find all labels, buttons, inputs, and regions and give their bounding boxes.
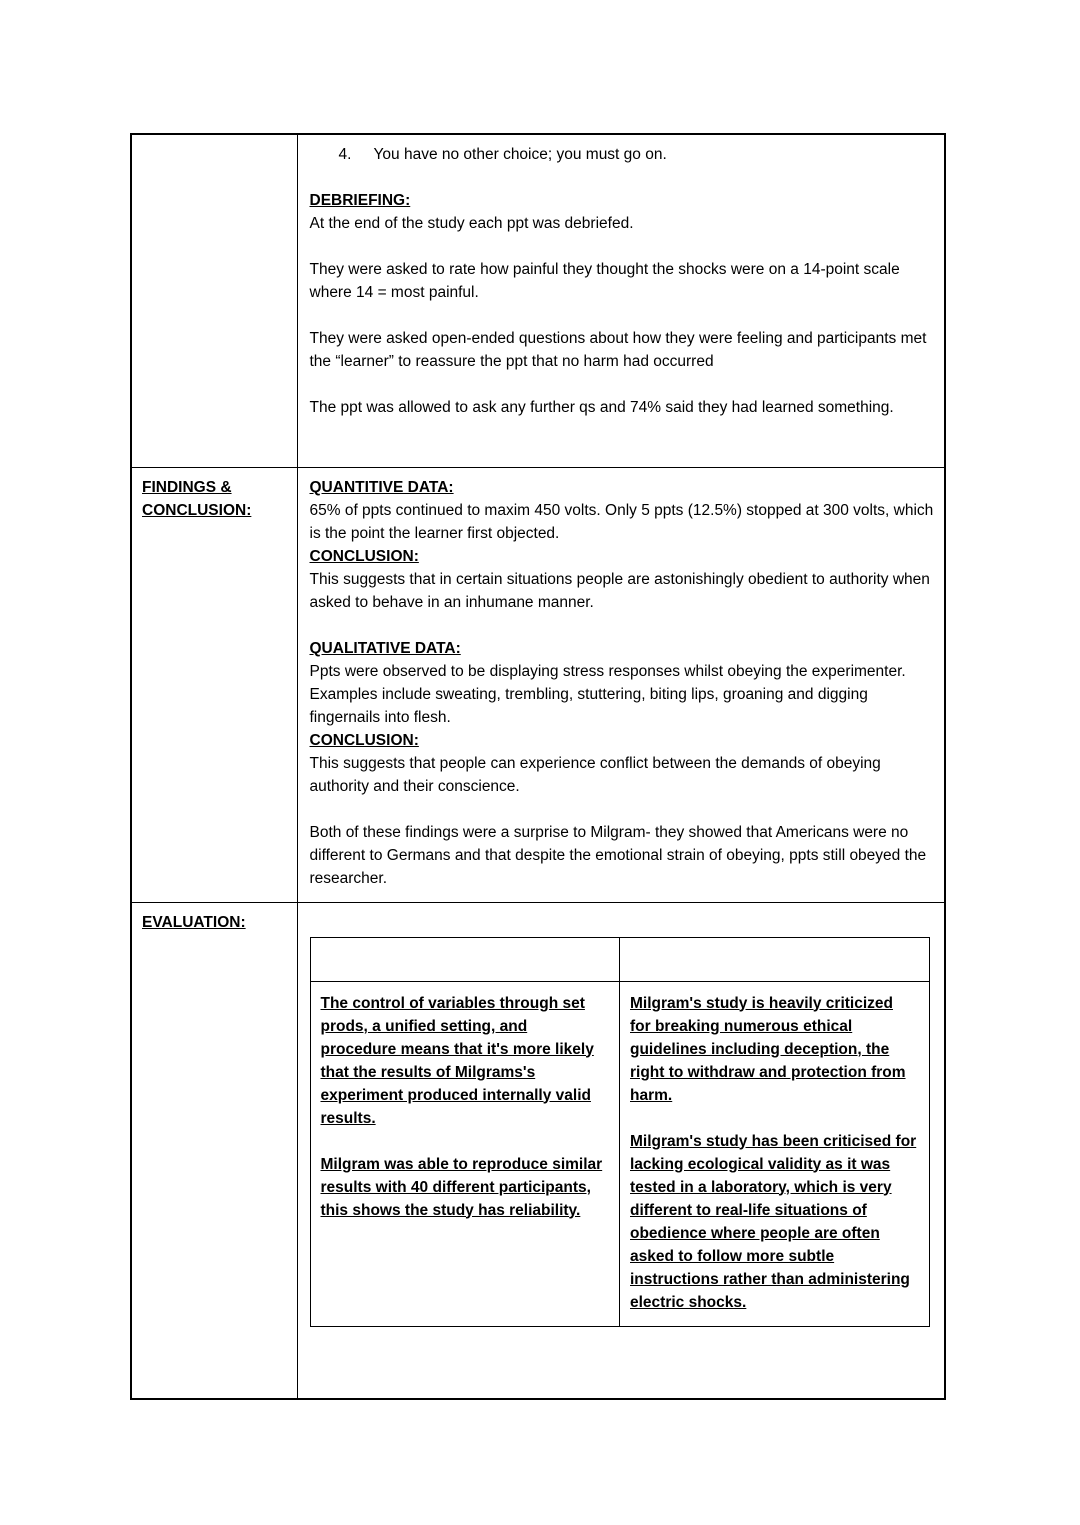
quantitative-data-text: 65% of ppts continued to maxim 450 volts. Only 5 ppts (12.5%) stopped at 300 volts, which is the point the learner first objected. [309, 501, 934, 542]
debriefing-heading: DEBRIEFING: [309, 192, 411, 209]
empty-label-cell [131, 134, 297, 467]
evaluation-content-cell [297, 902, 945, 1399]
evaluation-header-cell-left [310, 937, 620, 981]
qualitative-data-heading: QUALITATIVE DATA: [309, 639, 461, 657]
quantitative-data-heading: QUANTITIVE DATA: [309, 478, 454, 496]
numbered-list-item [310, 143, 935, 166]
strength-paragraph-2: Milgram was able to reproduce similar results with 40 different participants, this shows the study has reliability. [320, 1155, 603, 1219]
findings-label-cell [131, 467, 297, 902]
list-item-text: You have no other choice; you must go on. [373, 146, 667, 163]
weaknesses-cell [620, 981, 930, 1326]
debriefing-content-cell [297, 134, 945, 467]
list-item-number: 4. [338, 146, 352, 163]
debriefing-paragraph-1: At the end of the study each ppt was debriefed. [309, 215, 634, 232]
evaluation-table [310, 937, 930, 1327]
conclusion-1-heading: CONCLUSION: [309, 547, 419, 565]
findings-content-cell [297, 467, 945, 902]
study-notes-table [130, 133, 946, 1400]
debriefing-paragraph-3: They were asked open-ended questions about how they were feeling and participants met the “learner” to reassure the ppt that no harm had occurred [309, 330, 927, 370]
evaluation-header-row [310, 937, 929, 981]
findings-summary-text: Both of these findings were a surprise to Milgram- they showed that Americans were no different to Germans and that despite the emotional strain of obeying, ppts still obeyed the researcher. [309, 823, 927, 887]
table-row-evaluation [131, 902, 945, 1399]
strength-paragraph-1: The control of variables through set prods, a unified setting, and procedure means that it's more likely that the results of Milgrams's experiment produced internally valid results. [320, 994, 594, 1127]
conclusion-2-heading: CONCLUSION: [309, 731, 419, 749]
weakness-paragraph-1: Milgram's study is heavily criticized for breaking numerous ethical guidelines including deception, the right to withdraw and protection from harm. [630, 994, 906, 1104]
debriefing-paragraph-4: The ppt was allowed to ask any further qs and 74% said they had learned something. [309, 399, 894, 416]
evaluation-body-row [310, 981, 929, 1326]
strengths-cell [310, 981, 620, 1326]
findings-label: FINDINGS & CONCLUSION: [142, 478, 252, 519]
table-row-findings [131, 467, 945, 902]
debriefing-paragraph-2: They were asked to rate how painful they thought the shocks were on a 14-point scale where 14 = most painful. [309, 261, 900, 301]
conclusion-1-text: This suggests that in certain situations people are astonishingly obedient to authority when asked to behave in an inhumane manner. [309, 570, 930, 611]
evaluation-header-cell-right [620, 937, 930, 981]
evaluation-label-cell [131, 902, 297, 1399]
table-row-debriefing [131, 134, 945, 467]
qualitative-data-text: Ppts were observed to be displaying stress responses whilst obeying the experimenter. Examples include sweating, trembling, stuttering, biting lips, groaning and digging fingernails into flesh. [309, 662, 906, 726]
evaluation-label: EVALUATION: [142, 913, 246, 931]
conclusion-2-text: This suggests that people can experience conflict between the demands of obeying authority and their conscience. [309, 754, 881, 795]
weakness-paragraph-2: Milgram's study has been criticised for lacking ecological validity as it was tested in a laboratory, which is very different to real-life situations of obedience where people are often asked to follow more subtle instructions rather than administering electric shocks. [630, 1132, 917, 1311]
